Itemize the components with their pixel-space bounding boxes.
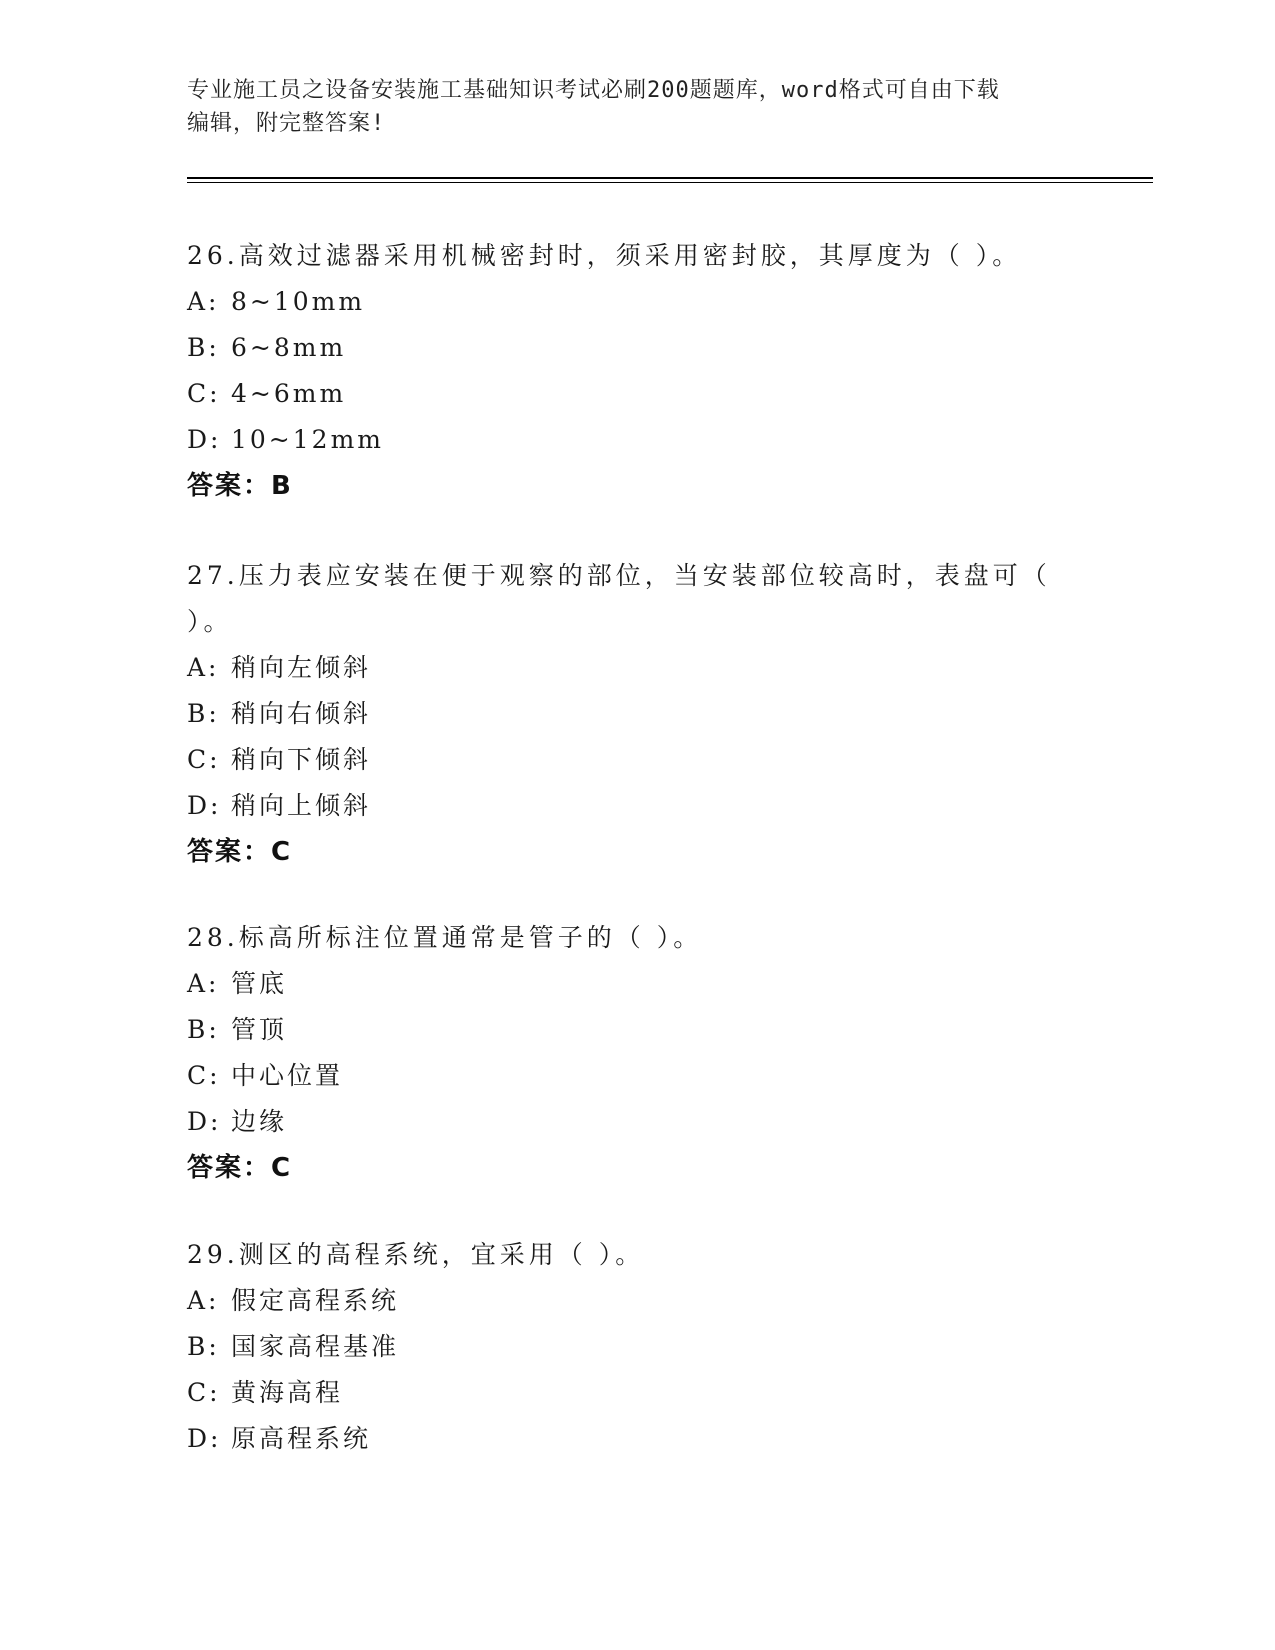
option-label: C:: [187, 745, 221, 774]
option-d: [187, 783, 1067, 829]
option-label: A:: [187, 969, 220, 998]
question-28: [187, 915, 1067, 1191]
option-c: [187, 737, 1067, 783]
header-title-line-2: 编辑，附完整答案!: [187, 111, 386, 136]
option-b: [187, 1324, 1067, 1370]
option-label: A:: [187, 653, 220, 682]
option-text: 边缘: [231, 1107, 288, 1136]
option-label: D:: [187, 1424, 222, 1453]
option-b: [187, 1007, 1067, 1053]
option-c: [187, 1053, 1067, 1099]
option-text: 4~6mm: [231, 379, 347, 408]
option-text: 假定高程系统: [231, 1286, 400, 1315]
option-d: [187, 1416, 1067, 1462]
question-26: [187, 233, 1067, 509]
option-label: B:: [187, 1015, 220, 1044]
option-label: D:: [187, 791, 222, 820]
question-stem: 26.高效过滤器采用机械密封时，须采用密封胶，其厚度为（ ）。: [187, 241, 1022, 270]
option-text: 稍向下倾斜: [231, 745, 372, 774]
option-text: 稍向右倾斜: [231, 699, 372, 728]
option-label: A:: [187, 287, 220, 316]
question-stem: 29.测区的高程系统，宜采用（ ）。: [187, 1240, 645, 1269]
option-b: [187, 325, 1067, 371]
option-label: D:: [187, 425, 222, 454]
option-text: 稍向左倾斜: [231, 653, 372, 682]
option-label: C:: [187, 1378, 221, 1407]
option-a: [187, 279, 1067, 325]
option-text: 管底: [231, 969, 288, 998]
answer-text: 答案：C: [187, 1153, 293, 1183]
question-29: [187, 1232, 1067, 1462]
option-label: B:: [187, 699, 220, 728]
option-c: [187, 371, 1067, 417]
option-label: B:: [187, 1332, 220, 1361]
option-label: A:: [187, 1286, 220, 1315]
option-a: [187, 1278, 1067, 1324]
header-divider-thick: [187, 177, 1153, 179]
question-27: [187, 553, 1067, 875]
answer-text: 答案：B: [187, 471, 293, 501]
header-divider-thin: [187, 182, 1153, 183]
option-a: [187, 645, 1067, 691]
option-text: 10~12mm: [231, 425, 384, 454]
header-title-line-1: 专业施工员之设备安装施工基础知识考试必刷200题题库，word格式可自由下载: [187, 78, 1000, 103]
option-label: D:: [187, 1107, 222, 1136]
option-b: [187, 691, 1067, 737]
option-text: 稍向上倾斜: [231, 791, 372, 820]
option-text: 黄海高程: [231, 1378, 344, 1407]
option-text: 原高程系统: [231, 1424, 372, 1453]
option-a: [187, 961, 1067, 1007]
option-text: 8~10mm: [231, 287, 366, 316]
document-header: [187, 74, 1067, 140]
option-d: [187, 417, 1067, 463]
option-text: 国家高程基准: [231, 1332, 400, 1361]
option-label: C:: [187, 379, 221, 408]
answer-text: 答案：C: [187, 837, 293, 867]
option-label: C:: [187, 1061, 221, 1090]
option-label: B:: [187, 333, 220, 362]
option-d: [187, 1099, 1067, 1145]
question-stem: 28.标高所标注位置通常是管子的（ ）。: [187, 923, 703, 952]
option-text: 6~8mm: [231, 333, 347, 362]
question-stem: 27.压力表应安装在便于观察的部位，当安装部位较高时，表盘可（ ）。: [187, 561, 1051, 636]
option-c: [187, 1370, 1067, 1416]
option-text: 管顶: [231, 1015, 288, 1044]
option-text: 中心位置: [231, 1061, 344, 1090]
